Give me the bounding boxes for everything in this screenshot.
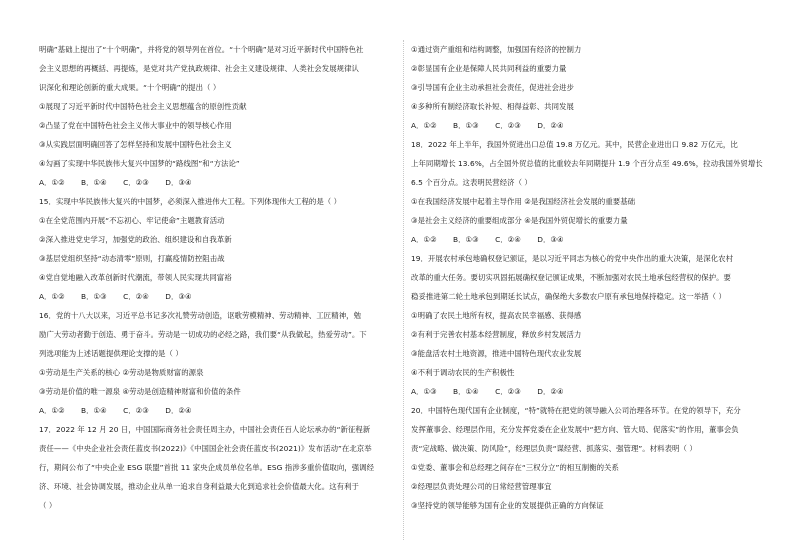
- option-line: ①在全党范围内开展“不忘初心、牢记使命”主题教育活动: [39, 216, 225, 225]
- option-line: ②彰显国有企业是保障人民共同利益的重要力量: [411, 64, 567, 73]
- option-line: ②经理层负责处理公司的日常经营管理事宜: [411, 482, 552, 491]
- option-line: ①展现了习近平新时代中国特色社会主义思想蕴含的原创性贡献: [39, 102, 247, 111]
- text-line: 列选项能为上述话题提供理论支撑的是（ ）: [39, 349, 183, 358]
- answer-choices: A．①② B．①④ C．②③ D．②④: [39, 406, 192, 415]
- option-line: ③从实践层面明确回答了怎样坚持和发展中国特色社会主义: [39, 140, 232, 149]
- option-line: ③是社会主义经济的重要组成部分 ④是我国外贸促增长的重要力量: [411, 216, 628, 225]
- option-line: ①通过资产重组和结构调整，加强国有经济的控制力: [411, 45, 582, 54]
- text-line: （ ）: [39, 501, 57, 510]
- question-18: 18．2022 年上半年，我国外贸进出口总值 19.8 万亿元。其中，民营企业进出口 9.82 万亿元，比: [411, 140, 738, 149]
- option-line: ④勾画了实现中华民族伟大复兴中国梦的“路线图”和“方法论”: [39, 159, 240, 168]
- option-line: ④党自觉地融入改革创新时代潮流，带领人民实现共同富裕: [39, 273, 232, 282]
- option-line: ③劳动是价值的唯一源泉 ④劳动是创造精神财富和价值的条件: [39, 387, 241, 396]
- question-15: 15．实现中华民族伟大复兴的中国梦，必须深入推进伟大工程。下列体现伟大工程的是（ ）: [39, 197, 342, 206]
- column-divider: [403, 40, 404, 540]
- answer-choices: A．①② B．①④ C．②③ D．③④: [39, 178, 192, 187]
- text-line: 责“定战略、做决策、防风险”，经理层负责“谋经营、抓落实、强管理”。材料表明（ ）: [411, 444, 697, 453]
- option-line: ①明确了农民土地所有权，提高农民幸福感、获得感: [411, 311, 582, 320]
- option-line: ④多种所有制经济取长补短、相得益彰、共同发展: [411, 102, 574, 111]
- answer-choices: A．①② B．①③ C．②④ D．③④: [411, 235, 564, 244]
- answer-choices: A．①② B．①③ C．②③ D．②④: [411, 121, 564, 130]
- text-line: 稳妥推进第二轮土地承包到期延长试点，确保绝大多数农户原有承包地保持稳定。这一举措（ ）: [411, 292, 726, 301]
- text-line: 6.5 个百分点。这表明民营经济（ ）: [411, 178, 532, 187]
- text-line: 责任——《中央企业社会责任蓝皮书(2022)》《中国国企社会责任蓝皮书(2021)》发布活动”在北京举: [39, 444, 372, 453]
- question-17: 17．2022 年 12 月 20 日，中国国际商务社会责任周主办，中国社会责任百人论坛承办的“新征程新: [39, 425, 371, 434]
- answer-choices: A．①② B．①③ C．②④ D．③④: [39, 292, 192, 301]
- text-line: 明确”基础上提出了“十个明确”，并将党的领导列在首位。“十个明确”是对习近平新时代中国特色社: [39, 45, 364, 54]
- text-line: 会主义思想的再概括、再提炼，是党对共产党执政规律、社会主义建设规律、人类社会发展规律认: [39, 64, 359, 73]
- left-column: [39, 40, 399, 515]
- option-line: ①党委、董事会和总经理之间存在“三权分立”的相互制衡的关系: [411, 463, 619, 472]
- text-line: 行，期间公布了“中央企业 ESG 联盟”首批 11 家央企成员单位名单。ESG 指涉多重价值取向，强调经: [39, 463, 375, 472]
- question-19: 19．开展农村承包地确权登记颁证，是以习近平同志为核心的党中央作出的重大决策，是深化农村: [411, 254, 734, 263]
- option-line: ①在我国经济发展中起着主导作用 ②是我国经济社会发展的重要基础: [411, 197, 636, 206]
- answer-choices: A．①③ B．①④ C．②③ D．②④: [411, 387, 564, 396]
- text-line: 励广大劳动者勤于创造、勇于奋斗。劳动是一切成功的必经之路，我们要“从我做起，热爱劳动”。下: [39, 330, 367, 339]
- text-line: 上年同期增长 13.6%，占全国外贸总值的比重较去年同期提升 1.9 个百分点至 49.6%，拉动我国外贸增长: [411, 159, 763, 168]
- option-line: ③基层党组织坚持“动态清零”原则，打赢疫情防控阻击战: [39, 254, 225, 263]
- option-line: ②凸显了党在中国特色社会主义伟大事业中的领导核心作用: [39, 121, 232, 130]
- option-line: ③坚持党的领导能够为国有企业的发展提供正确的方向保证: [411, 501, 604, 510]
- option-line: ③引导国有企业主动承担社会责任，促进社会进步: [411, 83, 574, 92]
- right-column: [411, 40, 777, 515]
- text-line: 发挥董事会、经理层作用，充分发挥党委在企业发展中“把方向、管大局、促落实”的作用，董事会负: [411, 425, 739, 434]
- question-20: 20．中国特色现代国有企业制度，“特”就特在把党的领导融入公司治理各环节。在党的领导下，充分: [411, 406, 741, 415]
- option-line: ②深入推进党史学习，加强党的政治、组织建设和自我革新: [39, 235, 232, 244]
- option-line: ④不利于调动农民的生产积极性: [411, 368, 515, 377]
- question-16: 16．党的十八大以来，习近平总书记多次礼赞劳动创造，讴歌劳模精神、劳动精神、工匠精神，勉: [39, 311, 362, 320]
- text-line: 识深化和理论创新的重大成果。“十个明确”的提出（ ）: [39, 83, 221, 92]
- option-line: ②有利于完善农村基本经营制度，释放乡村发展活力: [411, 330, 582, 339]
- text-line: 改革的重大任务。要切实巩固拓展确权登记颁证成果，不断加强对农民土地承包经营权的保护。要: [411, 273, 731, 282]
- option-line: ①劳动是生产关系的核心 ②劳动是物质财富的源泉: [39, 368, 204, 377]
- text-line: 济、环境、社会协调发展，推动企业从单一追求自身利益最大化到追求社会价值最大化。这有利于: [39, 482, 359, 491]
- option-line: ③能盘活农村土地资源，推进中国特色现代农业发展: [411, 349, 582, 358]
